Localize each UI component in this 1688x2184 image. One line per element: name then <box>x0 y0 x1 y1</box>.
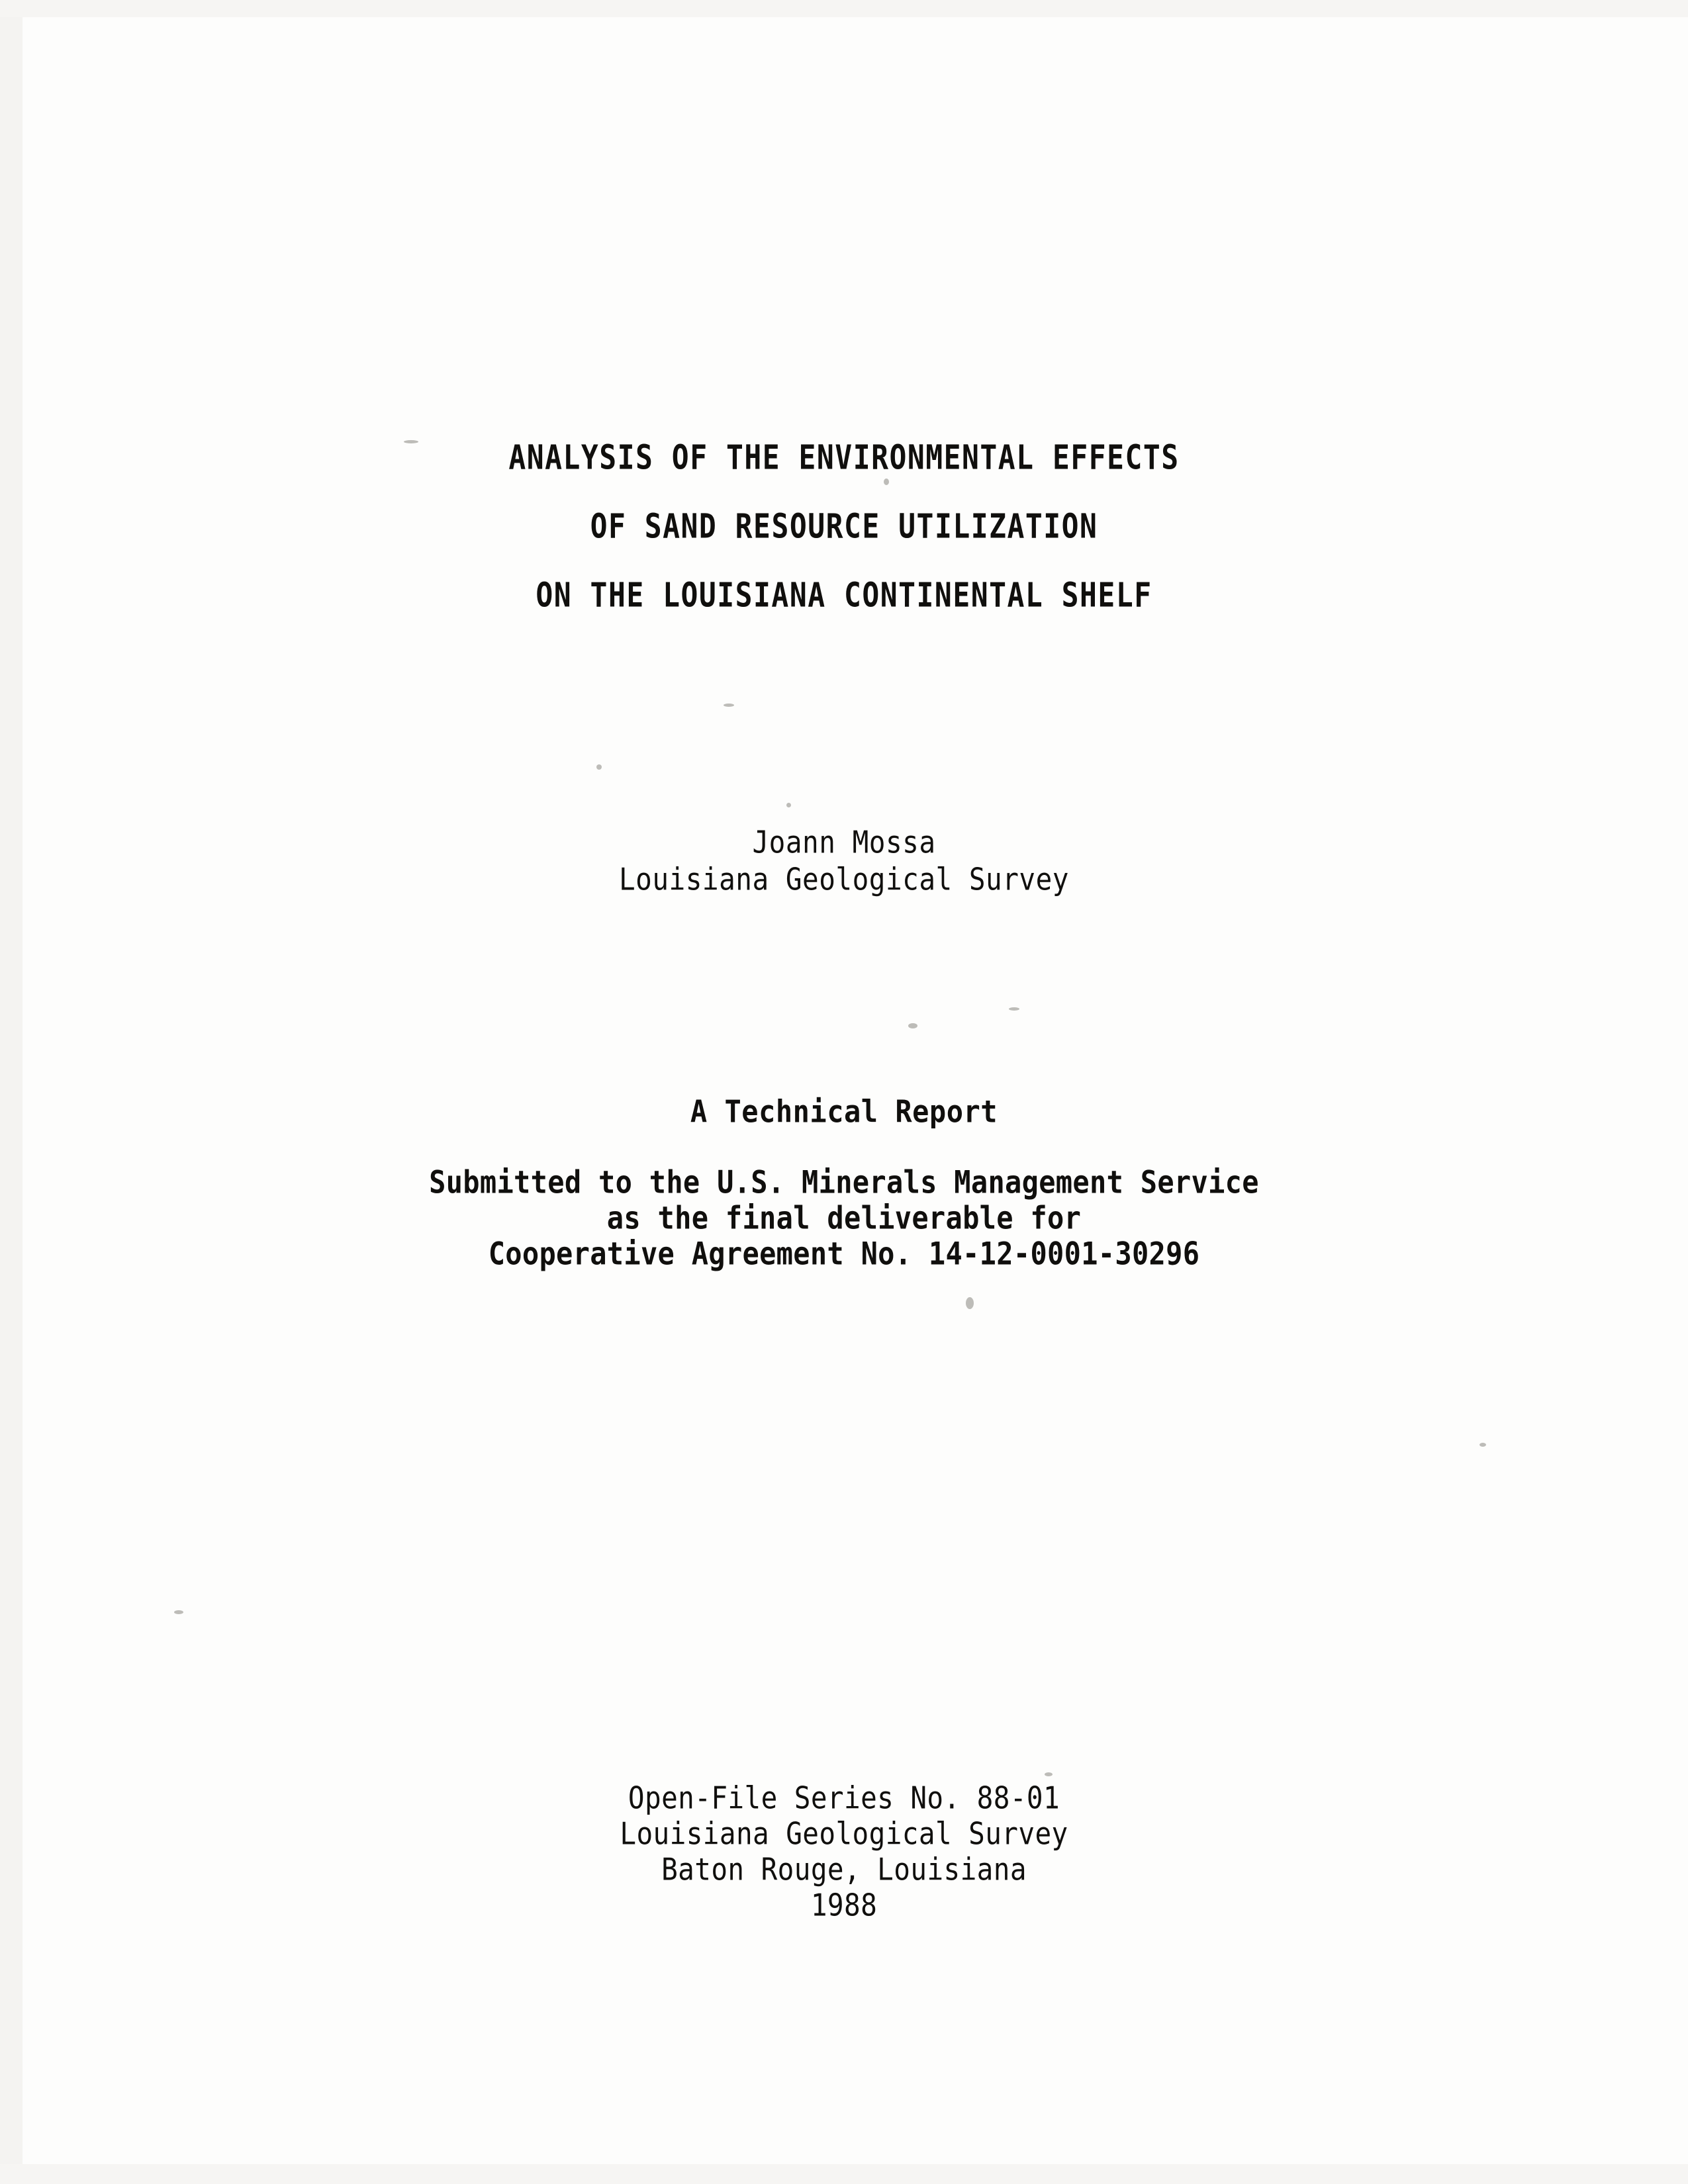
submission-block <box>0 1165 1688 1272</box>
imprint-location: Baton Rouge, Louisiana <box>661 1852 1027 1888</box>
imprint-series: Open-File Series No. 88-01 <box>628 1780 1060 1816</box>
scan-edge-bottom <box>0 2164 1688 2184</box>
document-title <box>0 424 1688 630</box>
submission-line-1: Submitted to the U.S. Minerals Management Service <box>429 1164 1259 1201</box>
imprint-block <box>0 1780 1688 1923</box>
author-name: Joann Mossa <box>752 825 936 860</box>
author-block <box>0 824 1688 898</box>
scan-speck <box>1009 1007 1019 1011</box>
submission-line-2: as the final deliverable for <box>606 1200 1082 1236</box>
scan-speck <box>596 764 602 770</box>
report-type: A Technical Report <box>690 1093 998 1130</box>
scan-edge-top <box>0 0 1688 17</box>
scan-speck <box>724 704 734 707</box>
scan-speck <box>1479 1443 1486 1447</box>
author-affiliation: Louisiana Geological Survey <box>619 862 1069 897</box>
imprint-year: 1988 <box>810 1888 878 1923</box>
title-line-2: OF SAND RESOURCE UTILIZATION <box>590 507 1098 547</box>
submission-line-3: Cooperative Agreement No. 14-12-0001-30296 <box>488 1236 1200 1272</box>
scan-speck <box>966 1297 974 1309</box>
scan-speck <box>786 803 791 807</box>
scan-speck <box>908 1023 917 1028</box>
title-line-3: ON THE LOUISIANA CONTINENTAL SHELF <box>536 576 1152 615</box>
scan-speck <box>174 1610 183 1614</box>
scan-speck <box>1045 1772 1053 1776</box>
title-line-1: ANALYSIS OF THE ENVIRONMENTAL EFFECTS <box>508 438 1180 478</box>
imprint-publisher: Louisiana Geological Survey <box>620 1816 1068 1852</box>
